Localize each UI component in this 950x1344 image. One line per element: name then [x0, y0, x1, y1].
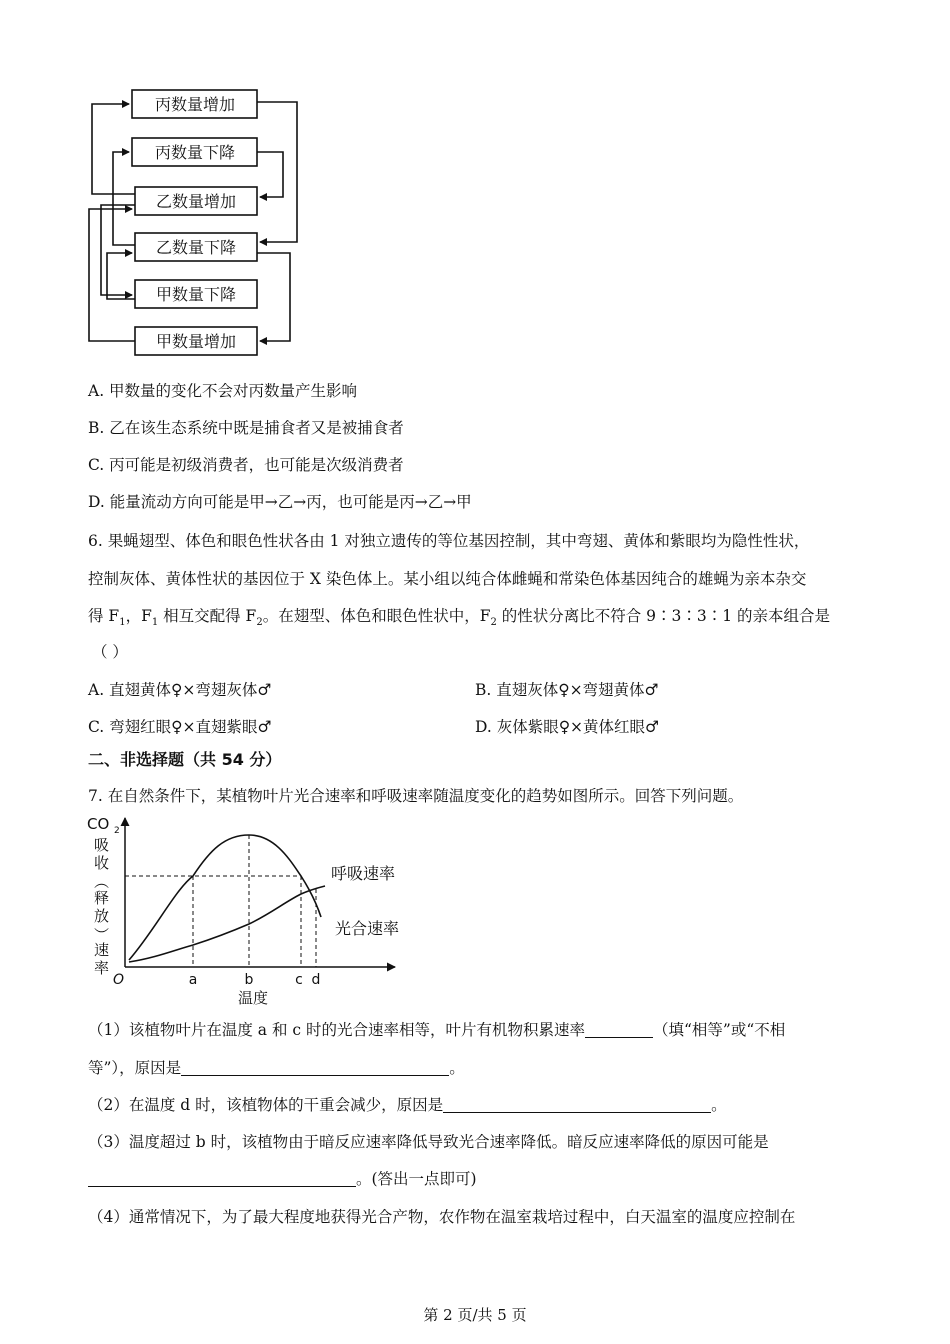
- q7-part3-line2: 。(答出一点即可): [88, 1169, 477, 1189]
- q6-answer-paren: （ ）: [92, 643, 128, 661]
- answer-blank[interactable]: [88, 1170, 356, 1187]
- x-tick-label: b: [244, 972, 254, 988]
- page-footer: 第 2 页/共 5 页: [423, 1306, 527, 1324]
- q6-option-c: C. 弯翅红眼♀×直翅紫眼♂: [88, 718, 272, 736]
- y-axis-label-char: 释: [94, 889, 110, 907]
- flow-label: 乙数量下降: [155, 238, 237, 257]
- arrow-yi-inc-to-jia-dec: [101, 205, 135, 295]
- y-axis-label-char: 速: [94, 941, 110, 959]
- series-label-respiration: 呼吸速率: [331, 864, 396, 883]
- arrow-jia-inc-to-yi-inc: [89, 209, 135, 341]
- section-heading: 二、非选择题（共 54 分）: [88, 750, 282, 769]
- origin-label: O: [113, 972, 125, 988]
- series-label-photosynthesis: 光合速率: [335, 919, 400, 938]
- q7-part2: （2）在温度 d 时，该植物体的干重会减少，原因是 。: [88, 1096, 727, 1114]
- photosynthesis-curve: [129, 835, 321, 960]
- q5-option-c: C. 丙可能是初级消费者，也可能是次级消费者: [88, 456, 404, 474]
- arrow-yi-dec-to-jia-inc: [257, 253, 290, 341]
- y-axis-label-char: 吸: [94, 836, 110, 854]
- y-axis-label-sub: 2: [114, 826, 120, 836]
- arrow-jia-dec-to-yi-dec: [107, 253, 135, 299]
- x-tick-label: d: [311, 972, 321, 988]
- food-web-flow-diagram: [85, 85, 310, 360]
- flow-label: 乙数量增加: [155, 192, 237, 211]
- q6-stem-line2: 控制灰体、黄体性状的基因位于 X 染色体上。某小组以纯合体雌蝇和常染色体基因纯合的雄蝇为亲本杂交: [88, 570, 807, 588]
- q5-option-b: B. 乙在该生态系统中既是捕食者又是被捕食者: [88, 419, 404, 437]
- arrow-bing-dec-to-yi-inc: [257, 152, 283, 197]
- y-axis-label-char: 收: [94, 854, 110, 872]
- answer-blank[interactable]: [585, 1021, 653, 1038]
- y-axis-label-co: CO: [87, 815, 110, 833]
- flow-label: 甲数量下降: [155, 285, 237, 304]
- y-axis-label-char: ）: [92, 927, 110, 943]
- q7-intro: 7. 在自然条件下，某植物叶片光合速率和呼吸速率随温度变化的趋势如图所示。回答下列问题。: [88, 787, 744, 805]
- arrow-bing-inc-to-yi-dec: [257, 102, 297, 242]
- flow-label: 丙数量下降: [154, 143, 236, 162]
- answer-blank[interactable]: [181, 1059, 449, 1076]
- q7-part4: （4）通常情况下，为了最大程度地获得光合产物，农作物在温室栽培过程中，白天温室的温度应控制在: [88, 1208, 796, 1226]
- q6-option-b: B. 直翅灰体♀×弯翅黄体♂: [475, 681, 659, 699]
- x-tick-label: a: [188, 972, 198, 988]
- q5-option-a: A. 甲数量的变化不会对丙数量产生影响: [88, 382, 358, 400]
- answer-blank[interactable]: [443, 1096, 711, 1113]
- x-axis-label: 温度: [237, 989, 269, 1007]
- q6-option-d: D. 灰体紫眼♀×黄体红眼♂: [475, 718, 659, 736]
- q6-option-a: A. 直翅黄体♀×弯翅灰体♂: [88, 681, 272, 699]
- q6-stem-line3: 得 $F_1$，$F_1$ 相互交配得 $F_2$。在翅型、体色和眼色性状中，$F_2$ 的性状分离比不符合 9∶3∶3∶1 的亲本组合是: [88, 607, 831, 629]
- x-tick-label: c: [295, 972, 303, 988]
- y-axis-label-char: 率: [94, 959, 110, 977]
- q7-part1-line1: （1）该植物叶片在温度 a 和 c 时的光合速率相等，叶片有机物积累速率 （填“相等”或“不相: [88, 1021, 786, 1039]
- y-axis-label-char: 放: [94, 907, 110, 925]
- q7-part1-line2: 等”），原因是 。: [88, 1059, 465, 1077]
- y-axis-label-char: （: [92, 874, 110, 890]
- respiration-curve: [129, 886, 325, 962]
- flow-label: 丙数量增加: [154, 95, 236, 114]
- flow-label: 甲数量增加: [155, 332, 237, 351]
- q7-part3-line1: （3）温度超过 b 时，该植物由于暗反应速率降低导致光合速率降低。暗反应速率降低的原因可能是: [88, 1133, 769, 1151]
- q5-option-d: D. 能量流动方向可能是甲→乙→丙，也可能是丙→乙→甲: [88, 493, 472, 511]
- q6-stem-line1: 6. 果蝇翅型、体色和眼色性状各由 1 对独立遗传的等位基因控制，其中弯翅、黄体和紫眼均为隐性性状，: [88, 532, 810, 550]
- rate-temperature-chart: [85, 810, 415, 1010]
